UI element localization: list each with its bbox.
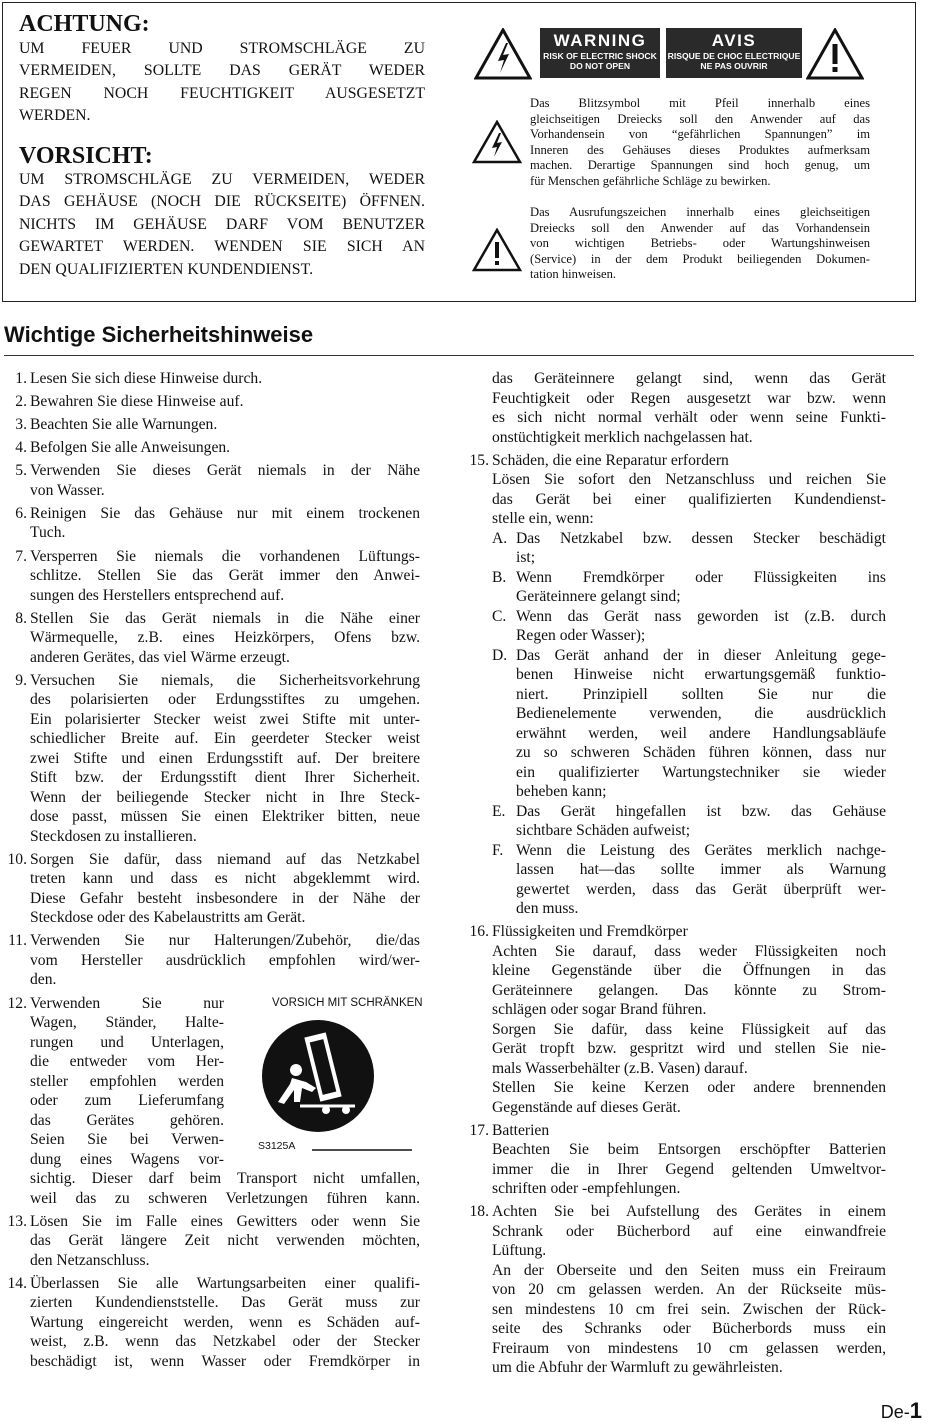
avis-label: AVIS RISQUE DE CHOC ELECTRIQUE NE PAS OUVRIR (666, 28, 802, 78)
list-item: 10. Sorgen Sie dafür, dass niemand auf das Netzkabel treten kann und dass es nicht abgeklemmt wird. Diese Gefahr besteht insbesondere in der Nähe der Steckdose oder des Kabelaustritts am Gerät. (7, 850, 420, 927)
lightning-triangle-icon (472, 120, 522, 164)
exclamation-symbol-description: Das Ausrufungszeichen innerhalb eines gleichseitigen Dreiecks soll den Anwender auf das Vorhandensein von wichtigen Betriebs- oder Wartungshinweisen (Service) in der dem Produkt beiliegenden Dokumen- tation hinweisen. (530, 205, 870, 281)
sub-item: B. Wenn Fremdkörper oder Flüssigkeiten ins Geräteinnere gelangt sind; (492, 568, 886, 606)
list-item: 7. Versperren Sie niemals die vorhandenen Lüftungs- schlitze. Stellen Sie das Gerät immer den Anwei- sungen des Herstellers entsprechend auf. (15, 547, 420, 604)
list-item: 2. Bewahren Sie diese Hinweise auf. (15, 393, 244, 411)
list-item: 9. Versuchen Sie niemals, die Sicherheitsvorkehrung des polarisierten oder Erdungsstiftes zu umgehen. Ein polarisierter Stecker weist zwei Stifte mit unter- schiedlicher Breite auf. Ein geerdeter Stecker weist zwei Stifte und einen Erdungsstift auf. Der breitere Stift bzw. der Erdungsstift dient Ihrer Sicherheit. Wenn der beiliegende Stecker nicht in Ihre Steck- dose passt, müssen Sie einen Elektriker bitten, neue Steckdosen zu installieren. (15, 671, 420, 845)
cart-tip-over-icon (260, 1018, 376, 1134)
list-item: 5. Verwenden Sie dieses Gerät niemals in der Nähe von Wasser. (15, 462, 420, 499)
list-item: 14. Überlassen Sie alle Wartungsarbeiten einer qualifi- zierten Kundendienststelle. Das Gerät muss zur Wartung eingereicht werden, wenn es Schäden auf- weist, z.B. wenn das Netzkabel oder der Stecker beschädigt ist, wenn Wasser oder Fremdkörper in (7, 1274, 420, 1370)
list-item: 8. Stellen Sie das Gerät niemals in die Nähe einer Wärmequelle, z.B. eines Heizkörpers, Ofens bzw. anderen Gerätes, das viel Wärme erzeugt. (15, 609, 420, 666)
list-item: 11. Verwenden Sie nur Halterungen/Zubehör, die/das vom Hersteller ausdrücklich empfohlen wird/wer- den. (8, 932, 420, 989)
exclamation-warning-icon (806, 28, 864, 80)
instructions-column-left (4, 369, 423, 1375)
figure-caption: VORSICH MIT SCHRÄNKEN (272, 996, 423, 1009)
list-item: 12. Verwenden Sie nur Wagen, Ständer, Halte- rungen und Unterlagen, die entweder vom Her- steller empfohlen werden oder zum Lieferumfang das Gerätes gehören. Seien Sie bei Verwen- dung eines Wagens vor- sichtig. Dieser darf beim Transport nicht umfallen, weil das zu schweren Verletzungen führen kann. VORSICH MIT SCHRÄNKEN S3125A (7, 994, 423, 1207)
achtung-text: UM FEUER UND STROMSCHLÄGE ZU VERMEIDEN, SOLLTE DAS GERÄT WEDER REGEN NOCH FEUCHTIGKEIT AUSGESETZT WERDEN. (19, 40, 425, 125)
sub-item: E. Das Gerät hingefallen ist bzw. das Gehäuse sichtbare Schäden aufweist; (492, 802, 886, 840)
figure-baseline (312, 1148, 412, 1152)
figure-code: S3125A (258, 1139, 296, 1152)
section-title: Wichtige Sicherheitshinweise (4, 322, 314, 347)
tip-over-warning-figure (232, 994, 422, 1154)
list-item: 3. Beachten Sie alle Warnungen. (15, 416, 218, 434)
sub-item: C. Wenn das Gerät nass geworden ist (z.B. durch Regen oder Wasser); (492, 607, 886, 645)
list-item: 16. Flüssigkeiten und Fremdkörper Achten Sie darauf, dass weder Flüssigkeiten noch kleine Gegenstände über die Öffnungen in das Geräteinnere gelangen. Das könnte zu Strom- schlägen oder sogar Brand führen. Sorgen Sie dafür, dass keine Flüssigkeit auf das Gerät tropft bzw. gespritzt wird und stellen Sie nie- mals Wasserbehälter (z.B. Vasen) darauf. Stellen Sie keine Kerzen oder andere brennenden Gegenstände auf dieses Gerät. (469, 923, 886, 1116)
lightning-warning-icon (474, 28, 532, 80)
sub-item: D. Das Gerät anhand der in dieser Anleitung gege- benen Hinweise nicht erwartungsgemäß funktio- niert. Prinzipiell sollten Sie nur die Bedienelemente verwenden, die ausdrücklich erwähnt werden, weil andere Handlungsabläufe zu so schweren Schäden führen können, dass nur ein qualifizierter Wartungstechniker sie wieder beheben kann; (492, 646, 886, 801)
sub-item: F. Wenn die Leistung des Gerätes merklich nachge- lassen hat—das sollte immer als Warnung gewertet werden, dass das Gerät überprüft wer- den muss. (492, 841, 886, 918)
list-item-continuation: das Geräteinnere gelangt sind, wenn das Gerät Feuchtigkeit oder Regen ausgesetzt war bzw. wenn es sich nicht normal verhält oder wenn seine Funkti- onstüchtigkeit merklich nachgelassen hat. (492, 370, 886, 446)
lightning-symbol-description: Das Blitzsymbol mit Pfeil innerhalb eines gleichseitigen Dreiecks soll den Anwender auf das Vorhandensein von “gefährlichen Spannungen” im Inneren des Gehäuses dieses Produktes aufmerksam machen. Derartige Spannungen sind hoch genug, um für Menschen gefährliche Schläge zu bewirken. (530, 96, 870, 188)
list-item: 18. Achten Sie bei Aufstellung des Gerätes in einem Schrank oder Bücherbord auf eine einwandfreie Lüftung. An der Oberseite und den Seiten muss ein Freiraum von 20 cm gelassen werden. An der Rückseite müs- sen mindestens 10 cm frei sein. Zwischen der Rück- seite des Schranks oder Bücherbords muss ein Freiraum von mindestens 10 cm gelassen werden, um die Abfuhr der Warmluft zu gewährleisten. (469, 1203, 886, 1377)
instructions-column-right (466, 369, 886, 1381)
list-item: 6. Reinigen Sie das Gehäuse nur mit einem trockenen Tuch. (15, 504, 420, 542)
list-item: 15. Schäden, die eine Reparatur erfordern Lösen Sie sofort den Netzanschluss und reichen Sie das Gerät bei einer qualifizierten Kundendienst- stelle ein, wenn: A. Das Netzkabel bzw. dessen Stecker beschädigt ist; B. Wenn Fremdkörper oder Flüssigkeiten ins Geräteinnere gelangt sind; C. Wenn das Gerät nass geworden ist (z.B. durch Regen oder Wasser); D. Das Gerät anhand der in dieser Anleitung gege- benen Hinweise nicht erwartungsgemäß funktio- niert. Prinzipiell sollten Sie nur die Bedienelemente verwenden, die ausdrücklich erwähnt werden, weil andere Handlungsabläufe zu so schweren Schäden führen können, dass nur ein qualifizierter Wartungstechniker sie wieder beheben kann; E. Das Gerät hingefallen ist bzw. das Gehäuse sichtbare Schäden aufweist; F. Wenn die Leistung des Gerätes merklich nachge- lassen hat—das sollte immer als Warnung gewertet werden, dass das Gerät überprüft wer- den muss. (469, 451, 886, 918)
list-item: 1. Lesen Sie sich diese Hinweise durch. (15, 370, 263, 387)
sub-item: A. Das Netzkabel bzw. dessen Stecker beschädigt ist; (492, 529, 886, 567)
achtung-title: ACHTUNG: (19, 11, 150, 37)
vorsicht-text: UM STROMSCHLÄGE ZU VERMEIDEN, WEDER DAS GEHÄUSE (NOCH DIE RÜCKSEITE) ÖFFNEN. NICHTS IM GEHÄUSE DARF VOM BENUTZER GEWARTET WERDEN. WENDEN SIE SICH AN DEN QUALIFIZIERTEN KUNDENDIENST. (19, 171, 425, 278)
vorsicht-title: VORSICHT: (19, 143, 153, 169)
page-number: De-1 (880, 1398, 922, 1423)
exclamation-triangle-icon (472, 228, 522, 272)
list-item: 17. Batterien Beachten Sie beim Entsorgen erschöpfter Batterien immer die in Ihrer Gegend geltenden Umweltvor- schriften oder -empfehlungen. (469, 1121, 886, 1198)
list-item: 13. Lösen Sie im Falle eines Gewitters oder wenn Sie das Gerät längere Zeit nicht verwenden möchten, den Netzanschluss. (7, 1212, 420, 1269)
section-divider (4, 355, 914, 356)
warning-label: WARNING RISK OF ELECTRIC SHOCK DO NOT OPEN (540, 28, 660, 78)
list-item: 4. Befolgen Sie alle Anweisungen. (15, 439, 231, 457)
